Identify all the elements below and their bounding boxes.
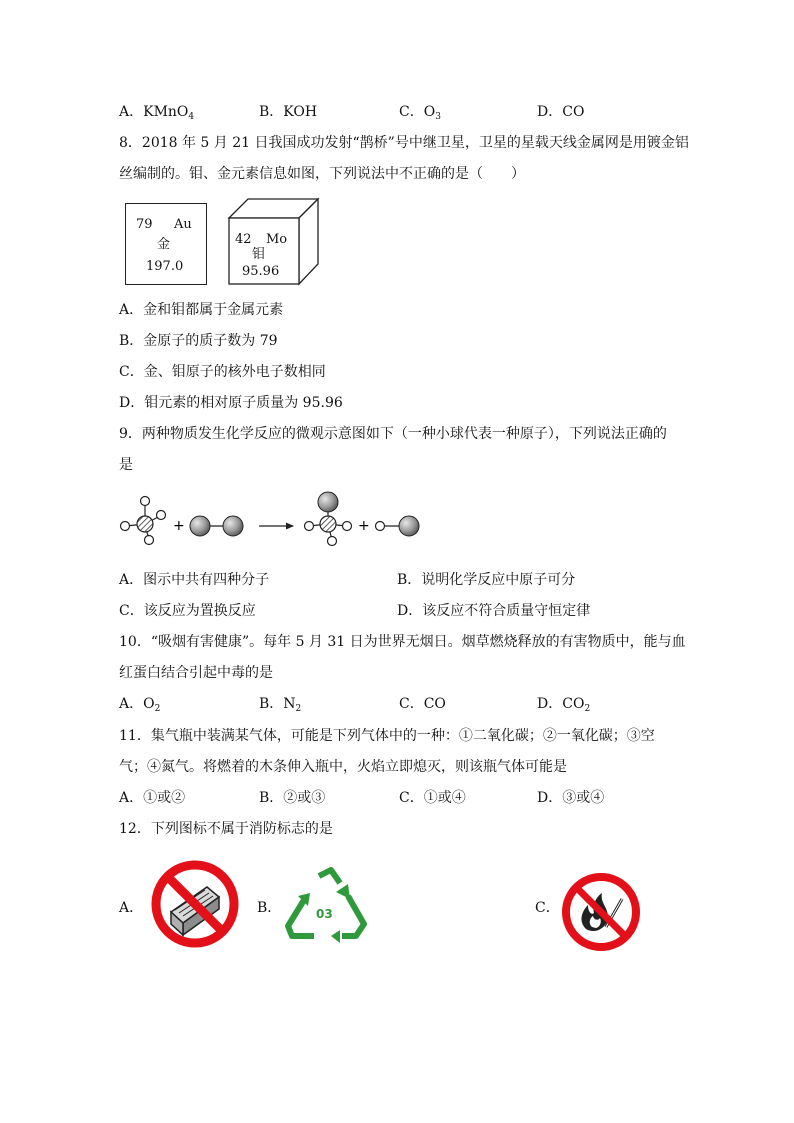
q11-option-c: C．①或④	[399, 790, 466, 806]
product-molecule-1	[305, 492, 352, 546]
reaction-arrow	[259, 523, 294, 530]
q7-option-a: A．KMnO$_4$	[119, 104, 195, 122]
q12-label-c: C．	[535, 900, 560, 916]
q10-option-d: D．$CO_2$	[537, 696, 591, 714]
q11-option-d: D．③或④	[537, 790, 605, 806]
q11-option-b: B．②或③	[259, 790, 326, 806]
q12-stem: 12．下列图标不属于消防标志的是	[119, 821, 333, 837]
reactant-molecule-1	[121, 497, 166, 545]
q10-stem-line2: 红蛋白结合引起中毒的是	[119, 665, 273, 681]
q9-option-b: B．说明化学反应中原子可分	[397, 572, 576, 588]
q10-option-a: A．$O_2$	[119, 696, 161, 714]
moly-symbol: Mo	[266, 232, 288, 247]
moly-name: 钼	[252, 247, 266, 262]
plus-sign-1: +	[173, 518, 185, 534]
q9-stem-line2: 是	[119, 457, 133, 473]
reactant-molecule-2	[190, 516, 243, 536]
q10-option-c: C．CO	[399, 696, 446, 712]
q7-option-b: B．KOH	[259, 104, 318, 120]
q8-option-d: D．钼元素的相对原子质量为 95.96	[119, 395, 343, 411]
q7-option-d: D．CO	[537, 104, 585, 120]
q11-stem-line2: 气；④氮气。将燃着的木条伸入瓶中，火焰立即熄灭，则该瓶气体可能是	[119, 759, 567, 775]
q11-stem-line1: 11．集气瓶中装满某气体，可能是下列气体中的一种：①二氧化碳；②一氧化碳；③空	[119, 728, 655, 744]
product-molecule-2	[376, 516, 420, 536]
moly-atomic-number: 42	[235, 232, 252, 247]
q8-option-b: B．金原子的质子数为 79	[119, 333, 278, 349]
no-open-flame-sign	[560, 871, 642, 953]
gold-atomic-mass: 197.0	[146, 259, 184, 274]
q11-option-a: A．①或②	[119, 790, 186, 806]
gold-symbol: Au	[174, 217, 192, 232]
q8-stem-line2: 丝编制的。钼、金元素信息如图，下列说法中不正确的是（ ）	[119, 166, 525, 182]
q8-option-c: C．金、钼原子的核外电子数相同	[119, 364, 326, 380]
q9-stem-line1: 9．两种物质发生化学反应的微观示意图如下（一种小球代表一种原子），下列说法正确的	[119, 426, 667, 442]
q10-stem-line1: 10．“吸烟有害健康”。每年 5 月 31 日为世界无烟日。烟草燃烧释放的有害物质中，能与血	[119, 634, 686, 650]
no-matches-sign	[149, 857, 241, 951]
gold-element-card	[125, 203, 207, 285]
q9-option-c: C．该反应为置换反应	[119, 603, 256, 619]
q7-option-c: C．$O_3$	[399, 104, 441, 122]
reaction-diagram	[118, 490, 428, 555]
plus-sign-2: +	[358, 518, 370, 534]
q12-label-b: B．	[257, 900, 282, 916]
moly-atomic-mass: 95.96	[242, 264, 280, 279]
q8-option-a: A．金和钼都属于金属元素	[119, 302, 284, 318]
q10-option-b: B．$N_2$	[259, 696, 302, 714]
gold-atomic-number: 79	[136, 217, 153, 232]
recycling-sign	[284, 866, 372, 946]
q9-option-d: D．该反应不符合质量守恒定律	[397, 603, 591, 619]
gold-name: 金	[157, 237, 171, 252]
q12-label-a: A．	[119, 900, 144, 916]
q8-stem-line1: 8．2018 年 5 月 21 日我国成功发射“鹊桥”号中继卫星，卫星的星载天线金属网是用镀金铝	[119, 135, 689, 151]
q9-option-a: A．图示中共有四种分子	[119, 572, 270, 588]
recycle-code: 03	[316, 907, 333, 921]
